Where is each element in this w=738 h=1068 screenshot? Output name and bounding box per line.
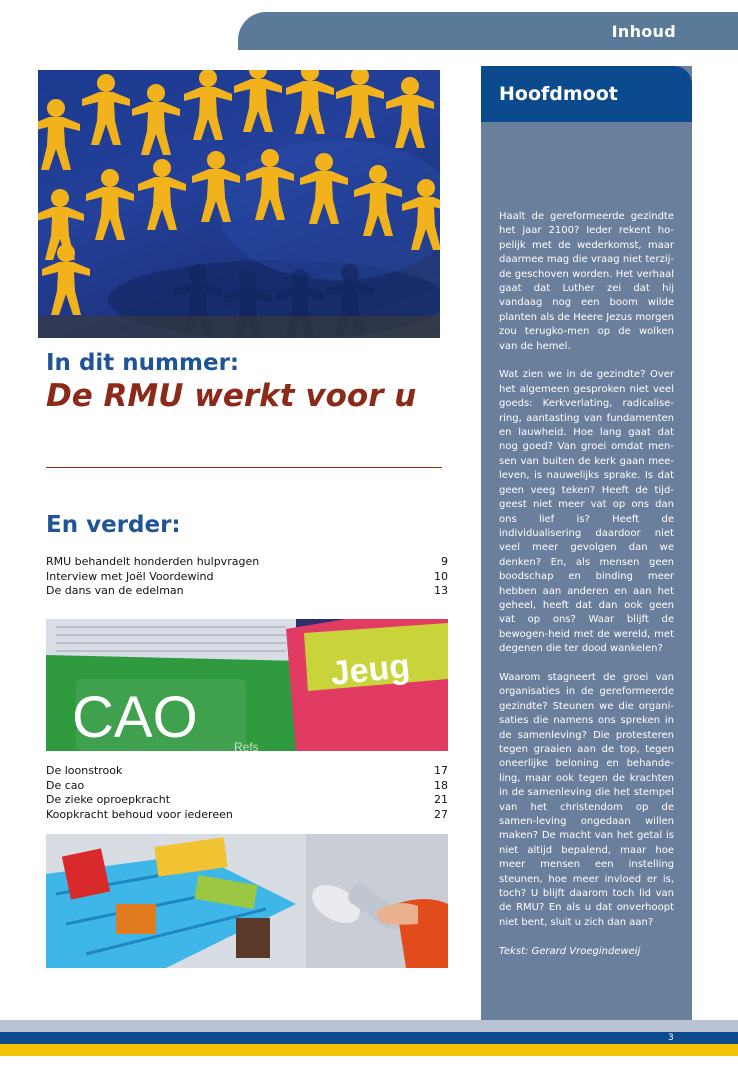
- cao-documents-illustration: [46, 619, 448, 751]
- page-number: 3: [668, 1033, 674, 1043]
- hoofdmoot-header: [481, 66, 692, 122]
- toc-item-page: 17: [434, 764, 448, 777]
- toc-item-title: Interview met Joël Voordewind: [46, 569, 214, 583]
- in-dit-nummer-heading: In dit nummer:: [46, 350, 240, 376]
- title-divider: [46, 467, 442, 468]
- toc-item[interactable]: [46, 584, 448, 599]
- toc-item-title: Koopkracht behoud voor iedereen: [46, 807, 233, 821]
- section-tab: [238, 12, 738, 50]
- toc-item-title: De loonstrook: [46, 764, 123, 777]
- cao-label: CAO: [72, 685, 198, 750]
- hoofdmoot-paragraph: Waarom stagneert de groei van organisaties in de gereformeerde gezindte? Steunen we die organi-saties die namens ons spreken in de samenleving? Die protesteren tegen graaien aan de top, tegen oneerlijke beloning en behande-ling, maar ook tegen de krachten in de samenleving die het stempel van het christendom op de samen-leving ongedaan willen maken? De macht van het getal is niet altijd bepalend, maar hoe meer mensen een instelling steunen, hoe meer invloed er is, toch? U blijft daarom toch lid van de RMU? En als u dat onverhoopt niet bent, sluit u zich dan aan?: [499, 671, 674, 928]
- refs-label: Refs: [234, 740, 259, 751]
- toc-item-page: 27: [434, 807, 448, 821]
- toc-item-page: 18: [434, 778, 448, 792]
- toc-item[interactable]: [46, 779, 448, 794]
- toc-item-page: 10: [434, 569, 448, 583]
- shopping-basket-image: [46, 834, 448, 968]
- en-verder-heading: En verder:: [46, 512, 181, 538]
- hoofdmoot-paragraph: Haalt de gereformeerde gezindte het jaar 2100? Ieder rekent ho-pelijk met de wederkomst, maar daarmee mag die vraag niet terzij-de geschoven worden. Het verhaal gaat dat Luther zei dat hij vandaag nog een boom wilde planten als de Heere Jezus morgen zou terugko-men op de wolken van de hemel.: [499, 211, 674, 352]
- footer-band-blue: [0, 1032, 738, 1044]
- toc-item[interactable]: [46, 793, 448, 808]
- hoofdmoot-paragraph: Wat zien we in de gezindte? Over het algemeen gesproken niet veel goeds: Kerkverlating, radicalise-ring, aantasting van fundamenten en lauwheid. Hoe lang gaat dat nog goed? Van groei omdat men-sen van buiten de kerk gaan mee-leven, is nauwelijks sprake. Is dat geen veeg teken? Heeft de tijd-geest niet meer vat op ons dan ons lief is? Heeft de individualisering daardoor niet veel meer gevolgen dan we denken? En, als mensen geen boodschap en binding meer hebben aan anderen en aan het geheel, heeft dat dan ook geen vat op ons? Waar blijft de bewogen-heid met de wereld, met degenen die ter dood wankelen?: [499, 369, 674, 655]
- toc-item[interactable]: [46, 764, 448, 779]
- toc-item-page: 9: [441, 555, 448, 568]
- hoofdmoot-body: [481, 122, 692, 959]
- paper-chain-people-image: [38, 70, 440, 338]
- hoofdmoot-sidebar: [481, 66, 692, 1020]
- toc-item-title: De dans van de edelman: [46, 584, 184, 597]
- footer-band-grey: [0, 1020, 738, 1032]
- toc-item-title: De zieke oproepkracht: [46, 793, 171, 806]
- toc-list-group-1: [46, 555, 448, 599]
- paper-chain-people-illustration: [38, 70, 440, 338]
- cover-story-title: De RMU werkt voor u: [46, 378, 417, 414]
- toc-item-page: 21: [434, 793, 448, 806]
- toc-item[interactable]: [46, 570, 448, 585]
- toc-item[interactable]: [46, 555, 448, 570]
- toc-list-group-2: [46, 764, 448, 822]
- section-tab-label: Inhoud: [611, 21, 676, 41]
- footer-band-yellow: [0, 1044, 738, 1056]
- hoofdmoot-credit: Tekst: Gerard Vroegindeweij: [499, 945, 641, 957]
- toc-item-page: 13: [434, 584, 448, 597]
- toc-item[interactable]: [46, 808, 448, 823]
- cao-documents-image: [46, 619, 448, 751]
- shopping-basket-illustration: [46, 834, 448, 968]
- hoofdmoot-title: Hoofdmoot: [499, 83, 618, 105]
- jeugd-label: Jeug: [328, 646, 412, 693]
- toc-item-title: De cao: [46, 778, 85, 792]
- toc-item-title: RMU behandelt honderden hulpvragen: [46, 555, 260, 568]
